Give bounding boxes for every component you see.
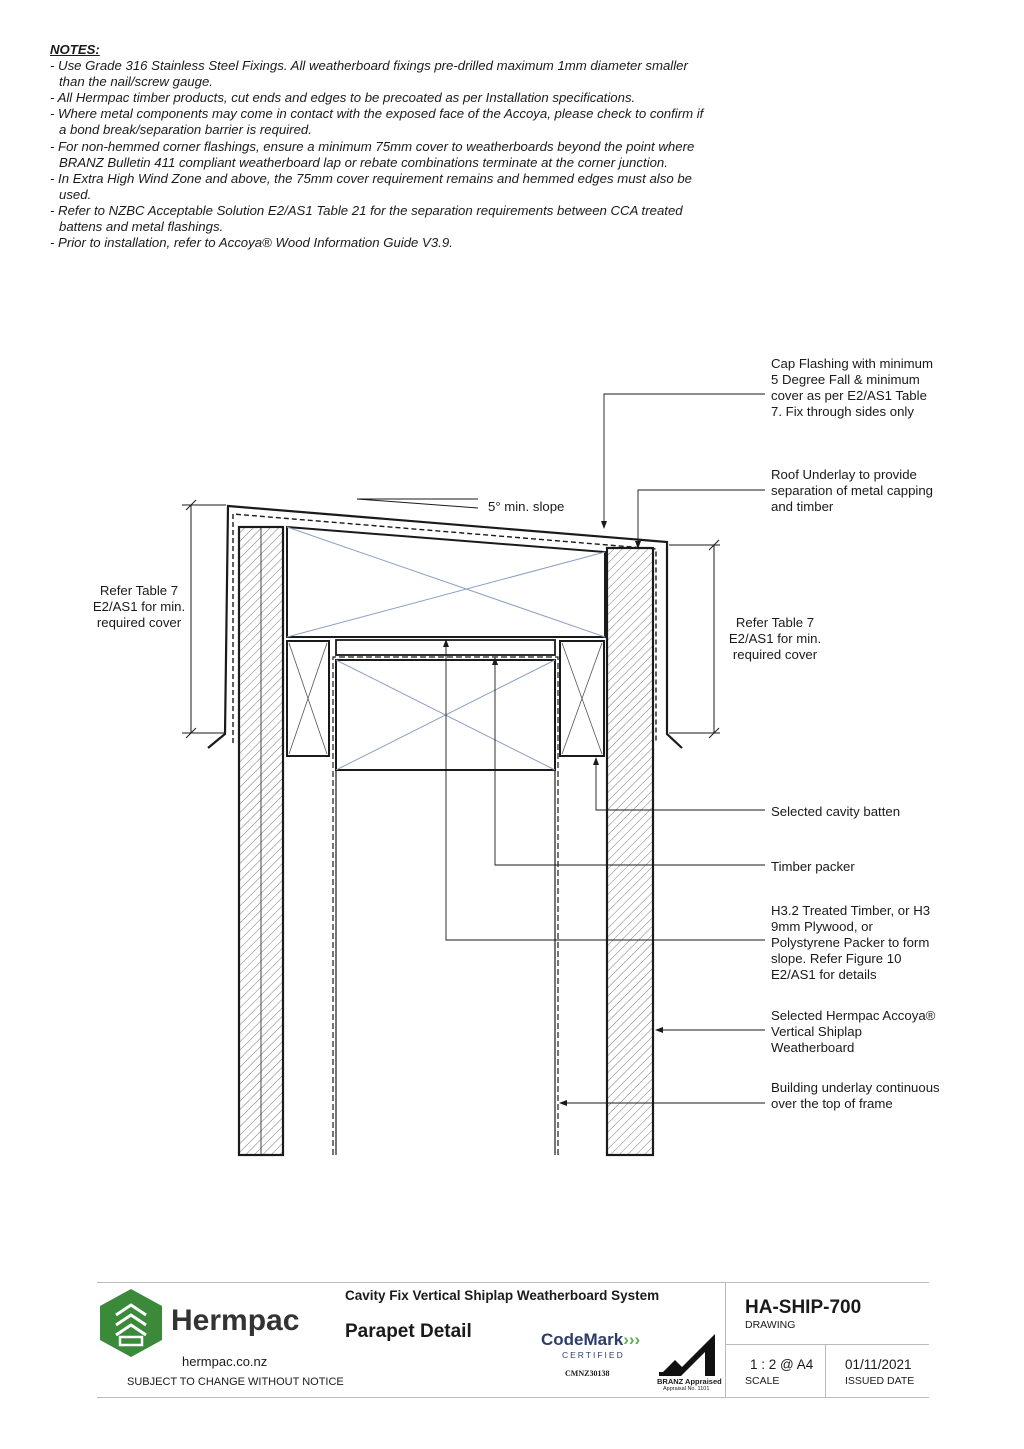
note-item: - All Hermpac timber products, cut ends and edges to be precoated as per Installation specifications. <box>50 90 636 106</box>
weatherboard-left <box>239 527 283 1155</box>
issued-date-label: ISSUED DATE <box>845 1375 915 1387</box>
website: hermpac.co.nz <box>182 1354 268 1369</box>
note-item: - Where metal components may come in contact with the exposed face of the Accoya, please check to confirm if a bond break/separation barrier is required. <box>50 106 704 138</box>
branz-number: Appraisal No. 1101 <box>663 1386 710 1392</box>
cavity-batten-right <box>560 641 604 756</box>
label-h32-treated: H3.2 Treated Timber, or H3 9mm Plywood, or Polystyrene Packer to form slope. Refer Figure 10 E2/AS1 for details <box>771 903 931 982</box>
label-timber-packer: Timber packer <box>771 859 855 874</box>
frame-top-plate <box>336 660 555 770</box>
label-refer-right: Refer Table 7 E2/AS1 for min. required cover <box>728 615 822 662</box>
drawing-number: HA-SHIP-700 <box>745 1297 862 1318</box>
label-building-underlay: Building underlay continuous over the top of frame <box>771 1080 940 1111</box>
dimension-right <box>669 540 720 738</box>
codemark-logo <box>541 1330 640 1350</box>
title-block <box>97 1282 929 1398</box>
weatherboard-right <box>607 548 653 1155</box>
label-cap-flashing: Cap Flashing with minimum 5 Degree Fall & minimum cover as per E2/AS1 Table 7. Fix through sides only <box>771 356 933 419</box>
scale-value: 1 : 2 @ A4 <box>750 1357 814 1372</box>
note-item: - Use Grade 316 Stainless Steel Fixings. All weatherboard fixings pre-drilled maximum 1mm diameter smaller than the nail/screw gauge. <box>50 58 688 90</box>
note-item: - Prior to installation, refer to Accoya® Wood Information Guide V3.9. <box>50 235 453 251</box>
brand-name: Hermpac <box>171 1304 300 1337</box>
slope-indicator <box>357 499 478 508</box>
drawing-label: DRAWING <box>745 1319 796 1331</box>
codemark-certified: CERTIFIED <box>562 1350 625 1360</box>
codemark-text: CodeMark <box>541 1330 624 1349</box>
label-weatherboard: Selected Hermpac Accoya® Vertical Shiplap Weatherboard <box>771 1008 936 1055</box>
notes-title: NOTES: <box>50 42 100 57</box>
note-item: - In Extra High Wind Zone and above, the 75mm cover requirement remains and hemmed edges must also be used. <box>50 170 692 202</box>
hermpac-logo-icon <box>98 1287 164 1359</box>
label-refer-left: Refer Table 7 E2/AS1 for min. required cover <box>92 583 186 630</box>
note-item: - For non-hemmed corner flashings, ensure a minimum 75mm cover to weatherboards beyond the point where BRANZ Bulletin 411 compliant weatherboard lap or rebate combinations terminate at the corner junction. <box>50 138 695 170</box>
scale-label: SCALE <box>745 1375 780 1387</box>
sloped-packer <box>287 527 605 637</box>
codemark-number: CMNZ30138 <box>565 1369 610 1378</box>
cavity-batten-left <box>287 641 329 756</box>
label-roof-underlay: Roof Underlay to provide separation of metal capping and timber <box>771 467 934 514</box>
note-item: - Refer to NZBC Acceptable Solution E2/AS1 Table 21 for the separation requirements between CCA treated battens and metal flashings. <box>50 202 683 235</box>
codemark-chevrons-icon: ››› <box>623 1330 641 1349</box>
issued-date-value: 01/11/2021 <box>845 1357 912 1372</box>
disclaimer: SUBJECT TO CHANGE WITHOUT NOTICE <box>127 1376 344 1388</box>
label-cavity-batten: Selected cavity batten <box>771 804 901 819</box>
system-name: Cavity Fix Vertical Shiplap Weatherboard System <box>345 1288 660 1303</box>
timber-packer <box>336 640 555 655</box>
detail-name: Parapet Detail <box>345 1321 472 1342</box>
branz-text: BRANZ Appraised <box>657 1377 722 1386</box>
label-slope: 5° min. slope <box>488 499 565 514</box>
